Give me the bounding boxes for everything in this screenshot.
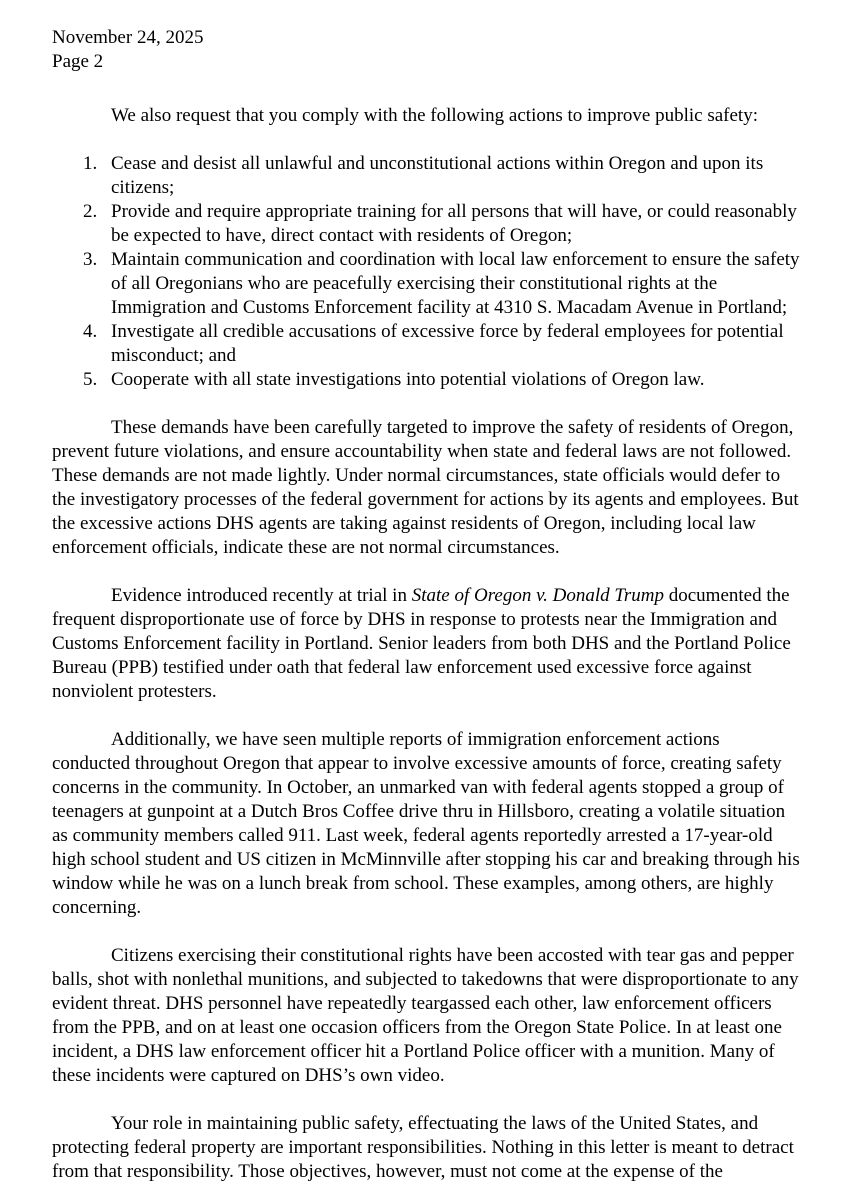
spacer (52, 128, 802, 152)
paragraph-demands-rationale: These demands have been carefully targeted to improve the safety of residents of Oregon, prevent future violations, and ensure accountability when state and federal laws are not followed. These demands are not made lightly. Under normal circumstances, state officials would defer to the investigatory processes of the federal government for actions by its agents and employees. But the excessive actions DHS agents are taking against residents of Oregon, including local law enforcement officials, indicate these are not normal circumstances. (52, 417, 799, 558)
paragraph-citizens-accosted: Citizens exercising their constitutional rights have been accosted with tear gas and pepper balls, shot with nonlethal munitions, and subjected to takedowns that were disproportionate to any evident threat. DHS personnel have repeatedly teargassed each other, law enforcement officers from the PPB, and on at least one occasion officers from the Oregon State Police. In at least one incident, a DHS law enforcement officer hit a Portland Police officer with a munition. Many of these incidents were captured on DHS’s own video. (52, 945, 799, 1086)
page-header (52, 26, 552, 74)
list-item: Cooperate with all state investigations into potential violations of Oregon law. (111, 369, 705, 390)
case-citation: State of Oregon v. Donald Trump (411, 585, 664, 606)
list-item: Maintain communication and coordination with local law enforcement to ensure the safety of all Oregonians who are peacefully exercising their constitutional rights at the Immigration and Customs Enforcement facility at 4310 S. Macadam Avenue in Portland; (111, 249, 800, 318)
paragraph-trial-evidence (52, 584, 802, 704)
spacer (52, 392, 802, 416)
spacer (52, 920, 802, 944)
paragraph-your-role: Your role in maintaining public safety, effectuating the laws of the United States, and protecting federal property are important responsibilities. Nothing in this letter is meant to detract from that responsibility. Those objectives, however, must not come at the expense of the (52, 1113, 794, 1182)
list-item: Cease and desist all unlawful and unconstitutional actions within Oregon and upon its citizens; (111, 153, 764, 198)
spacer (52, 704, 802, 728)
demands-list (52, 152, 802, 392)
document-body (52, 104, 802, 1184)
trial-evidence-trailing-text: documented the frequent disproportionate use of force by DHS in response to protests near the Immigration and Customs Enforcement facility in Portland. Senior leaders from both DHS and the Portland Police Bureau (PPB) testified under oath that federal law enforcement used excessive force against nonviolent protesters. (52, 585, 791, 702)
page-number-label: Page 2 (52, 51, 104, 72)
paragraph-immigration-reports: Additionally, we have seen multiple reports of immigration enforcement actions conducted throughout Oregon that appear to involve excessive amounts of force, creating safety concerns in the community. In October, an unmarked van with federal agents stopped a group of teenagers at gunpoint at a Dutch Bros Coffee drive thru in Hillsboro, creating a volatile situation as community members called 911. Last week, federal agents reportedly arrested a 17-year-old high school student and US citizen in McMinnville after stopping his car and breaking through his window while he was on a lunch break from school. These examples, among others, are highly concerning. (52, 729, 800, 918)
spacer (52, 1088, 802, 1112)
intro-paragraph: We also request that you comply with the following actions to improve public safety: (111, 105, 758, 126)
list-item: Investigate all credible accusations of excessive force by federal employees for potential misconduct; and (111, 321, 784, 366)
trial-evidence-lead-text: Evidence introduced recently at trial in (111, 585, 412, 606)
spacer (52, 560, 802, 584)
letter-date: November 24, 2025 (52, 27, 204, 48)
list-item: Provide and require appropriate training for all persons that will have, or could reasonably be expected to have, direct contact with residents of Oregon; (111, 201, 797, 246)
